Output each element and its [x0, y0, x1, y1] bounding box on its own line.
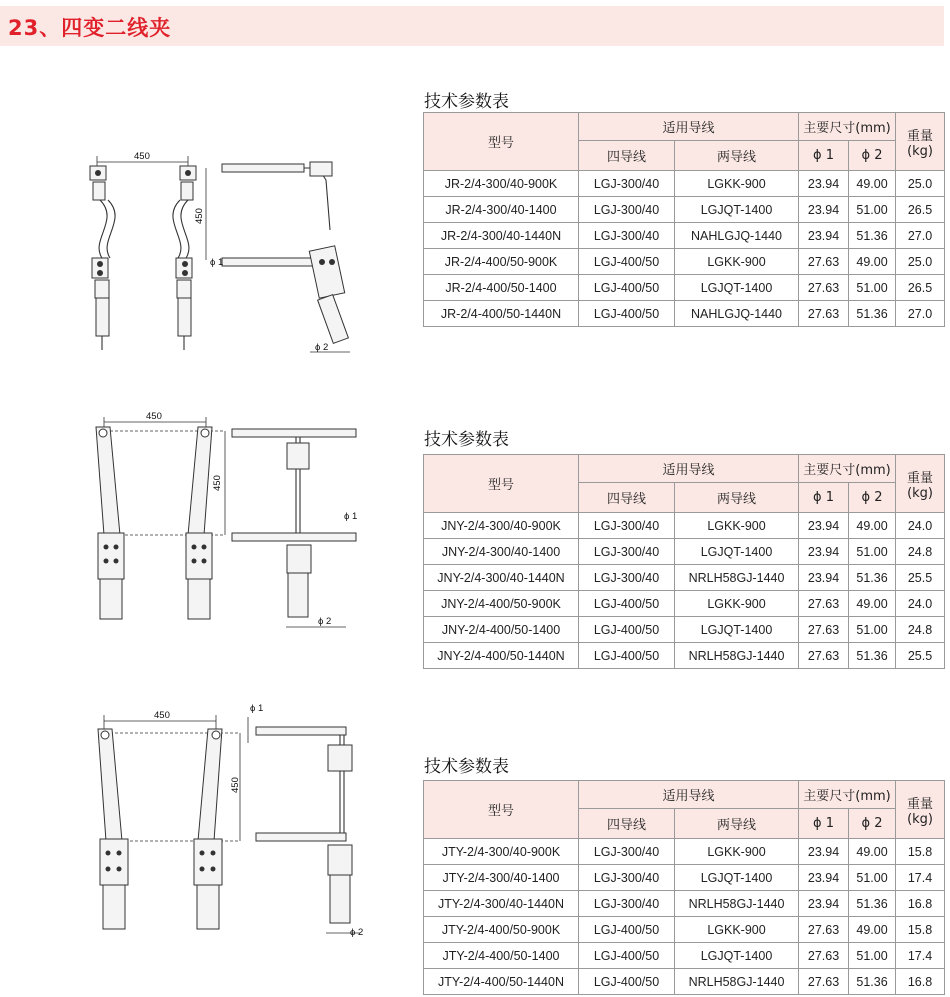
- cell-phi1: 23.94: [799, 865, 849, 891]
- page-header: [0, 6, 944, 46]
- cell-phi2: 51.36: [849, 969, 896, 995]
- compression-tube: [100, 579, 122, 619]
- cell-weight: 24.8: [896, 617, 945, 643]
- phi1-label: ϕ 1: [344, 511, 358, 522]
- cell-four: LGJ-300/40: [579, 539, 675, 565]
- bolt-icon: [202, 559, 207, 564]
- sub-phi2-header: ϕ 2: [849, 483, 896, 513]
- sub-phi2-header: ϕ 2: [849, 141, 896, 171]
- col-weight-header: 重量 (kg): [896, 781, 945, 839]
- cell-phi2: 49.00: [849, 839, 896, 865]
- cell-phi2: 51.36: [849, 565, 896, 591]
- section-2-heading: 技术参数表: [424, 430, 509, 450]
- cell-phi2: 51.36: [849, 223, 896, 249]
- cell-phi2: 51.00: [849, 865, 896, 891]
- compression-tube: [288, 573, 308, 617]
- cell-phi2: 49.00: [849, 171, 896, 197]
- table-row: [424, 591, 945, 617]
- curved-arm: [181, 200, 189, 258]
- cell-phi2: 51.36: [849, 643, 896, 669]
- table-row: [424, 917, 945, 943]
- compression-tube: [197, 885, 219, 929]
- table-row: [424, 617, 945, 643]
- clamp-block: [328, 745, 352, 771]
- cell-phi1: 23.94: [799, 565, 849, 591]
- cell-phi1: 27.63: [799, 591, 849, 617]
- compression-tube: [103, 885, 125, 929]
- cell-two: NRLH58GJ-1440: [675, 643, 799, 669]
- dim-height-label: 450: [212, 475, 223, 491]
- side-arm: [304, 168, 330, 230]
- clamp-body: [186, 533, 212, 579]
- bolt-icon: [200, 851, 205, 856]
- cell-four: LGJ-300/40: [579, 865, 675, 891]
- cell-two: NRLH58GJ-1440: [675, 891, 799, 917]
- cell-phi2: 51.00: [849, 943, 896, 969]
- cell-model: JTY-2/4-400/50-1400: [424, 943, 579, 969]
- col-conductor-header: 适用导线: [579, 113, 799, 141]
- cell-two: LGKK-900: [675, 917, 799, 943]
- cell-weight: 26.5: [896, 197, 945, 223]
- cell-two: LGJQT-1400: [675, 197, 799, 223]
- cell-weight: 25.0: [896, 249, 945, 275]
- table-row: [424, 839, 945, 865]
- sub-phi1-header: ϕ 1: [799, 141, 849, 171]
- tube-lower: [222, 258, 314, 266]
- bolt-icon: [97, 270, 103, 276]
- sub-four-header: 四导线: [579, 809, 675, 839]
- cell-phi1: 23.94: [799, 171, 849, 197]
- cell-phi1: 27.63: [799, 969, 849, 995]
- cell-two: LGJQT-1400: [675, 617, 799, 643]
- dim-width-label: 450: [146, 411, 162, 422]
- table-row: [424, 565, 945, 591]
- cell-model: JNY-2/4-400/50-1440N: [424, 643, 579, 669]
- cell-phi1: 23.94: [799, 197, 849, 223]
- cell-four: LGJ-400/50: [579, 617, 675, 643]
- sub-phi1-header: ϕ 1: [799, 483, 849, 513]
- table-row: [424, 643, 945, 669]
- dim-height-label: 450: [194, 208, 205, 224]
- cell-phi2: 49.00: [849, 513, 896, 539]
- cell-model: JTY-2/4-400/50-1440N: [424, 969, 579, 995]
- cell-phi1: 23.94: [799, 513, 849, 539]
- sub-two-header: 两导线: [675, 483, 799, 513]
- table-row: [424, 969, 945, 995]
- table-row: [424, 539, 945, 565]
- clamp-arm: [96, 427, 120, 535]
- phi1-label: ϕ 1: [250, 703, 264, 714]
- cell-phi1: 23.94: [799, 891, 849, 917]
- bolt-icon: [101, 731, 109, 739]
- clamp-block: [310, 162, 332, 176]
- bolt-icon: [192, 559, 197, 564]
- bolt-icon: [114, 559, 119, 564]
- cell-four: LGJ-300/40: [579, 197, 675, 223]
- cell-four: LGJ-400/50: [579, 643, 675, 669]
- compression-tube: [96, 298, 109, 336]
- sub-four-header: 四导线: [579, 141, 675, 171]
- cell-four: LGJ-400/50: [579, 275, 675, 301]
- cell-phi1: 27.63: [799, 275, 849, 301]
- cell-two: NRLH58GJ-1440: [675, 969, 799, 995]
- table-row: [424, 513, 945, 539]
- cell-model: JTY-2/4-300/40-900K: [424, 839, 579, 865]
- cell-phi1: 27.63: [799, 943, 849, 969]
- cell-phi2: 51.00: [849, 539, 896, 565]
- cell-weight: 16.8: [896, 969, 945, 995]
- cell-phi2: 51.36: [849, 301, 896, 327]
- bolt-icon: [117, 867, 122, 872]
- compression-tube: [188, 579, 210, 619]
- clamp-arm: [188, 427, 212, 535]
- bolt-icon: [200, 867, 205, 872]
- col-model-header: 型号: [424, 455, 579, 513]
- col-main-dim-header: 主要尺寸(mm): [799, 455, 896, 483]
- cell-phi1: 27.63: [799, 617, 849, 643]
- sub-two-header: 两导线: [675, 809, 799, 839]
- clamp-block: [287, 545, 311, 573]
- section-1-heading: 技术参数表: [424, 92, 509, 112]
- cell-weight: 25.0: [896, 171, 945, 197]
- cell-weight: 17.4: [896, 943, 945, 969]
- bolt-icon: [201, 429, 209, 437]
- table-row: [424, 249, 945, 275]
- cell-model: JTY-2/4-400/50-900K: [424, 917, 579, 943]
- sub-phi1-header: ϕ 1: [799, 809, 849, 839]
- cell-phi1: 23.94: [799, 539, 849, 565]
- cell-phi1: 23.94: [799, 223, 849, 249]
- bolt-icon: [329, 259, 335, 265]
- cell-four: LGJ-400/50: [579, 249, 675, 275]
- section-3-heading: 技术参数表: [424, 757, 509, 777]
- cell-phi1: 27.63: [799, 643, 849, 669]
- clamp-drawing-jty: [0, 695, 400, 955]
- bolt-icon: [192, 545, 197, 550]
- curved-arm: [99, 200, 107, 258]
- cell-model: JNY-2/4-400/50-900K: [424, 591, 579, 617]
- clamp-block: [177, 280, 191, 298]
- tube-upper: [256, 727, 346, 735]
- spec-table-2: [423, 454, 945, 669]
- phi2-label: ϕ 2: [318, 616, 332, 627]
- compression-tube: [318, 295, 349, 344]
- cell-model: JR-2/4-300/40-1440N: [424, 223, 579, 249]
- bolt-icon: [182, 270, 188, 276]
- sub-two-header: 两导线: [675, 141, 799, 171]
- col-conductor-header: 适用导线: [579, 455, 799, 483]
- cell-two: LGJQT-1400: [675, 539, 799, 565]
- bolt-icon: [99, 429, 107, 437]
- bolt-icon: [182, 261, 188, 267]
- bolt-icon: [185, 170, 191, 176]
- phi2-label: ϕ 2: [315, 342, 329, 353]
- cell-phi1: 27.63: [799, 301, 849, 327]
- table-row: [424, 301, 945, 327]
- cell-two: LGJQT-1400: [675, 865, 799, 891]
- cell-model: JR-2/4-300/40-900K: [424, 171, 579, 197]
- cell-two: LGKK-900: [675, 839, 799, 865]
- cell-weight: 16.8: [896, 891, 945, 917]
- cell-model: JR-2/4-300/40-1400: [424, 197, 579, 223]
- bolt-icon: [202, 545, 207, 550]
- col-main-dim-header: 主要尺寸(mm): [799, 113, 896, 141]
- table-row: [424, 865, 945, 891]
- cell-model: JR-2/4-400/50-1400: [424, 275, 579, 301]
- col-conductor-header: 适用导线: [579, 781, 799, 809]
- curved-arm: [107, 200, 115, 258]
- cell-weight: 15.8: [896, 839, 945, 865]
- phi2-label: ϕ 2: [350, 927, 364, 938]
- bolt-icon: [211, 851, 216, 856]
- cell-four: LGJ-400/50: [579, 969, 675, 995]
- cell-phi1: 23.94: [799, 839, 849, 865]
- clamp-drawing-jny: [0, 405, 400, 635]
- cell-weight: 27.0: [896, 301, 945, 327]
- cell-four: LGJ-300/40: [579, 891, 675, 917]
- cell-model: JR-2/4-400/50-900K: [424, 249, 579, 275]
- dim-width-label: 450: [134, 151, 150, 162]
- table-row: [424, 223, 945, 249]
- cell-four: LGJ-300/40: [579, 513, 675, 539]
- spec-table-3: [423, 780, 945, 995]
- table-row: [424, 171, 945, 197]
- cell-phi2: 49.00: [849, 249, 896, 275]
- page-title: 23、四变二线夹: [8, 16, 172, 40]
- sub-phi2-header: ϕ 2: [849, 809, 896, 839]
- cell-two: NAHLGJQ-1440: [675, 223, 799, 249]
- cell-two: LGJQT-1400: [675, 943, 799, 969]
- bolt-icon: [106, 851, 111, 856]
- bolt-icon: [117, 851, 122, 856]
- bolt-icon: [212, 731, 220, 739]
- sub-four-header: 四导线: [579, 483, 675, 513]
- bolt-icon: [97, 261, 103, 267]
- compression-tube: [330, 875, 350, 923]
- cell-model: JNY-2/4-400/50-1400: [424, 617, 579, 643]
- cell-weight: 15.8: [896, 917, 945, 943]
- compression-tube: [178, 298, 191, 336]
- cell-four: LGJ-300/40: [579, 223, 675, 249]
- table-row: [424, 943, 945, 969]
- tube-lower: [232, 533, 356, 541]
- cell-model: JR-2/4-400/50-1440N: [424, 301, 579, 327]
- bolt-icon: [114, 545, 119, 550]
- cell-two: LGKK-900: [675, 591, 799, 617]
- cell-phi2: 51.00: [849, 617, 896, 643]
- bolt-icon: [319, 259, 325, 265]
- clamp-block: [287, 443, 309, 469]
- cell-two: NRLH58GJ-1440: [675, 565, 799, 591]
- col-weight-header: 重量 (kg): [896, 455, 945, 513]
- cell-phi2: 49.00: [849, 591, 896, 617]
- phi1-label: ϕ 1: [210, 257, 224, 268]
- table-row: [424, 891, 945, 917]
- table-row: [424, 275, 945, 301]
- bolt-icon: [106, 867, 111, 872]
- cell-weight: 24.0: [896, 513, 945, 539]
- cell-phi2: 51.00: [849, 275, 896, 301]
- cell-weight: 24.8: [896, 539, 945, 565]
- cell-phi2: 49.00: [849, 917, 896, 943]
- col-main-dim-header: 主要尺寸(mm): [799, 781, 896, 809]
- cell-two: LGKK-900: [675, 249, 799, 275]
- bolt-icon: [211, 867, 216, 872]
- clamp-arm: [198, 729, 222, 841]
- dim-height-label: 450: [230, 777, 241, 793]
- clamp-arm: [98, 729, 122, 841]
- clamp-drawing-jr: [0, 140, 400, 365]
- col-model-header: 型号: [424, 113, 579, 171]
- cell-phi2: 51.36: [849, 891, 896, 917]
- curved-arm: [173, 200, 181, 258]
- cell-four: LGJ-400/50: [579, 301, 675, 327]
- cell-phi1: 27.63: [799, 917, 849, 943]
- spec-table-1: [423, 112, 945, 327]
- clamp-block: [181, 182, 193, 200]
- clamp-block: [328, 845, 352, 875]
- cell-weight: 17.4: [896, 865, 945, 891]
- clamp-body: [309, 246, 344, 298]
- table-row: [424, 197, 945, 223]
- cell-weight: 26.5: [896, 275, 945, 301]
- tube-lower: [256, 833, 346, 841]
- clamp-block: [93, 182, 105, 200]
- tube-upper: [222, 164, 304, 172]
- cell-model: JTY-2/4-300/40-1400: [424, 865, 579, 891]
- bolt-icon: [104, 545, 109, 550]
- col-weight-header: 重量 (kg): [896, 113, 945, 171]
- cell-four: LGJ-400/50: [579, 943, 675, 969]
- cell-four: LGJ-400/50: [579, 917, 675, 943]
- bolt-icon: [95, 170, 101, 176]
- cell-two: NAHLGJQ-1440: [675, 301, 799, 327]
- cell-model: JNY-2/4-300/40-1440N: [424, 565, 579, 591]
- cell-weight: 25.5: [896, 643, 945, 669]
- cell-model: JNY-2/4-300/40-900K: [424, 513, 579, 539]
- cell-weight: 24.0: [896, 591, 945, 617]
- cell-two: LGJQT-1400: [675, 275, 799, 301]
- cell-four: LGJ-300/40: [579, 839, 675, 865]
- cell-four: LGJ-300/40: [579, 171, 675, 197]
- cell-weight: 25.5: [896, 565, 945, 591]
- dim-width-label: 450: [154, 710, 170, 721]
- cell-weight: 27.0: [896, 223, 945, 249]
- clamp-body: [100, 839, 128, 885]
- cell-phi2: 51.00: [849, 197, 896, 223]
- tube-upper: [232, 429, 356, 437]
- clamp-body: [98, 533, 124, 579]
- cell-four: LGJ-400/50: [579, 591, 675, 617]
- clamp-block: [95, 280, 109, 298]
- cell-two: LGKK-900: [675, 171, 799, 197]
- clamp-body: [194, 839, 222, 885]
- bolt-icon: [104, 559, 109, 564]
- cell-two: LGKK-900: [675, 513, 799, 539]
- cell-model: JTY-2/4-300/40-1440N: [424, 891, 579, 917]
- cell-phi1: 27.63: [799, 249, 849, 275]
- col-model-header: 型号: [424, 781, 579, 839]
- cell-four: LGJ-300/40: [579, 565, 675, 591]
- cell-model: JNY-2/4-300/40-1400: [424, 539, 579, 565]
